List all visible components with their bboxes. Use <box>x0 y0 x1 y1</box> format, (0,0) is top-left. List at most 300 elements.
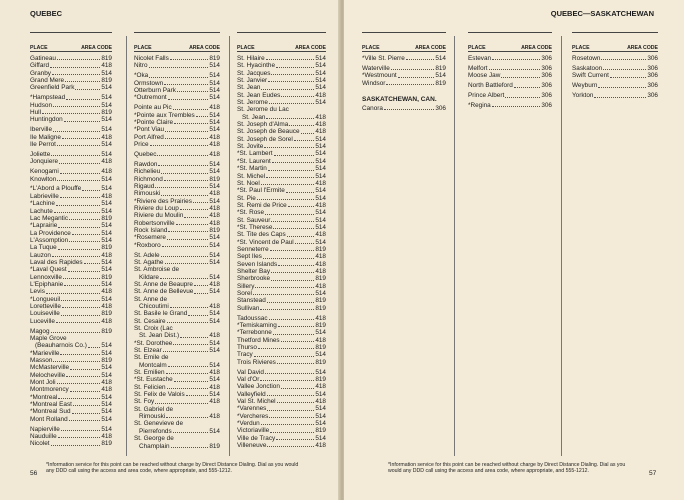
listing-row <box>30 94 112 101</box>
place-name: *Riviere des Prairies <box>134 197 192 205</box>
leader-dots <box>277 402 315 403</box>
leader-dots <box>69 241 100 242</box>
leader-dots <box>60 354 100 355</box>
listing-row <box>134 354 220 361</box>
area-code: 514 <box>315 84 326 92</box>
area-code: 514 <box>209 62 220 70</box>
place-name: St. Anne de <box>134 295 168 303</box>
leader-dots <box>277 363 315 364</box>
leader-dots <box>158 165 208 166</box>
listing-row <box>237 315 326 322</box>
listing-row <box>237 391 326 398</box>
listing-row <box>237 224 326 231</box>
place-name: *St. Martin <box>237 165 267 173</box>
leader-dots <box>269 417 314 418</box>
left-page <box>0 0 340 500</box>
place-name: L'Assomption <box>30 236 69 244</box>
place-name: Sullivan <box>237 304 260 312</box>
place-name: Riviere du Loup <box>134 204 179 212</box>
area-code: 514 <box>209 391 220 399</box>
listing-row <box>30 433 112 440</box>
listing-row <box>30 168 112 175</box>
leader-dots <box>174 123 208 124</box>
leader-dots <box>261 184 315 185</box>
area-code: 418 <box>315 336 326 344</box>
area-code: 819 <box>101 356 112 364</box>
area-code: 819 <box>315 304 326 312</box>
leader-dots <box>384 109 434 110</box>
listing-row <box>30 274 112 281</box>
area-code: 418 <box>315 253 326 261</box>
leader-dots <box>276 67 314 68</box>
place-name: Vallee Jonction <box>237 383 280 391</box>
place-name: *Terrebonne <box>237 329 272 337</box>
area-code: 514 <box>101 393 112 401</box>
leader-dots <box>281 96 314 97</box>
listing-row <box>362 80 446 87</box>
area-code: 418 <box>315 201 326 209</box>
area-code: 514 <box>101 415 112 423</box>
leader-dots <box>149 67 209 68</box>
area-code: 514 <box>315 172 326 180</box>
area-code: 418 <box>209 212 220 220</box>
place-name: *St. Therese <box>237 223 273 231</box>
leader-dots <box>194 293 208 294</box>
area-code: 514 <box>209 72 220 80</box>
area-code: 418 <box>209 219 220 227</box>
listing-row <box>237 398 326 405</box>
listing-row <box>134 281 220 288</box>
listing-row <box>30 408 112 415</box>
area-code: 418 <box>101 62 112 70</box>
listing-row <box>30 259 112 266</box>
listing-row <box>468 72 552 79</box>
area-code: 819 <box>315 297 326 305</box>
place-name: Ile Perrot <box>30 140 56 148</box>
area-code: 514 <box>315 99 326 107</box>
place-name: St. Jerome du Lac <box>237 106 289 114</box>
listing-row <box>30 176 112 183</box>
place-name: Yorkton <box>572 92 594 100</box>
place-name: Greenfield Park <box>30 84 75 92</box>
listing-row <box>237 62 326 69</box>
listing-row <box>362 65 446 72</box>
column-header <box>134 32 220 52</box>
listing-row <box>30 266 112 273</box>
leader-dots <box>271 280 314 281</box>
place-name: Sillery <box>237 282 255 290</box>
place-name: *Roxboro <box>134 241 161 249</box>
place-name: *Ville St. Pierre <box>362 55 405 62</box>
place-name: St. Noel <box>237 179 260 187</box>
place-name: *St. Dorothee <box>134 339 173 347</box>
listing-row <box>237 114 326 121</box>
place-name: St. Ambroise de <box>134 266 180 274</box>
column-3 <box>237 32 326 449</box>
listing-row <box>30 386 112 393</box>
area-code: 514 <box>315 135 326 143</box>
place-name: Granby <box>30 69 51 77</box>
leader-dots <box>294 140 315 141</box>
place-name: Val St. Michel <box>237 398 276 405</box>
leader-dots <box>168 231 208 232</box>
leader-dots <box>286 192 315 193</box>
area-code: 514 <box>209 241 220 249</box>
listing-row <box>237 283 326 290</box>
column-rule <box>561 36 562 456</box>
listing-row <box>237 337 326 344</box>
leader-dots <box>54 212 101 213</box>
listing-row <box>134 80 220 87</box>
area-code-header: AREA CODE <box>189 45 220 51</box>
listing-row <box>30 252 112 259</box>
area-code: 514 <box>315 290 326 297</box>
place-name: Stanstead <box>237 297 266 305</box>
leader-dots <box>42 113 100 114</box>
leader-dots <box>168 366 209 367</box>
place-name: St. Michel <box>237 172 266 180</box>
leader-dots <box>268 81 314 82</box>
listing-row <box>134 347 220 354</box>
area-code: 514 <box>315 216 326 224</box>
listing-row <box>30 328 112 335</box>
area-code: 418 <box>209 280 220 288</box>
area-code: 306 <box>541 82 552 90</box>
leader-dots <box>594 97 646 98</box>
place-name: Lennoxville <box>30 273 62 281</box>
area-code: 514 <box>101 222 112 230</box>
leader-dots <box>61 300 100 301</box>
place-name: *St. Paul l'Ermite <box>237 187 285 195</box>
leader-dots <box>301 133 315 134</box>
place-name: St. Genevieve de <box>134 420 184 428</box>
place-name: Rock Island <box>134 226 168 234</box>
listing-row <box>237 209 326 216</box>
leader-dots <box>58 249 101 250</box>
place-name: *Pointe aux Trembles <box>134 111 195 119</box>
listing-row <box>237 165 326 172</box>
column-header <box>468 32 552 52</box>
leader-dots <box>164 180 209 181</box>
place-name: Robertsonville <box>134 219 175 227</box>
listing-row <box>30 440 112 447</box>
place-name: Villeneuve <box>237 442 267 450</box>
place-name: Pierrefonds <box>139 427 172 435</box>
leader-dots <box>273 334 315 335</box>
area-code: 514 <box>101 236 112 244</box>
leader-dots <box>166 373 209 374</box>
listing-row <box>30 158 112 165</box>
place-name: Louiseville <box>30 310 60 318</box>
area-code: 514 <box>209 168 220 176</box>
leader-dots <box>53 131 100 132</box>
listing-row <box>362 55 446 62</box>
listing-row <box>237 121 326 128</box>
leader-dots <box>263 258 314 259</box>
leader-dots <box>162 246 209 247</box>
leader-dots <box>267 302 315 303</box>
area-code: 418 <box>101 251 112 259</box>
leader-dots <box>255 287 314 288</box>
listing-row <box>134 205 220 212</box>
listing-row <box>237 383 326 390</box>
column-rule <box>229 36 230 456</box>
listing-row <box>30 426 112 433</box>
listing-row <box>30 126 112 133</box>
place-name: St. Emilien <box>134 369 165 377</box>
place-name: Swift Current <box>572 72 609 80</box>
listing-row <box>468 92 552 99</box>
leader-dots <box>269 319 315 320</box>
place-name: Nauduille <box>30 433 57 440</box>
area-code-header: AREA CODE <box>627 45 658 51</box>
leader-dots <box>167 388 209 389</box>
area-code: 514 <box>315 187 326 195</box>
area-code: 819 <box>315 427 326 435</box>
area-code: 514 <box>209 273 220 281</box>
area-code: 418 <box>315 231 326 239</box>
leader-dots <box>266 59 315 60</box>
area-code: 819 <box>315 275 326 283</box>
place-name: *Montreal <box>30 393 58 401</box>
leader-dots <box>610 77 646 78</box>
leader-dots <box>166 417 208 418</box>
place-name: *St. Rose <box>237 209 264 217</box>
leader-dots <box>386 84 434 85</box>
area-code: 819 <box>315 321 326 329</box>
area-code: 514 <box>101 84 112 92</box>
listing-row <box>468 55 552 62</box>
leader-dots <box>270 432 314 433</box>
footnote-right: *Information service for this point can be reached without charge by Direct Distance Dialing. Dial as you would any DDD call using the access and area code, where appropriate, and 555-1212. <box>388 462 626 474</box>
area-code: 514 <box>101 401 112 409</box>
listing-row <box>134 112 220 119</box>
place-name: Grand Mere <box>30 77 65 85</box>
leader-dots <box>266 177 314 178</box>
leader-dots <box>69 420 101 421</box>
place-name: Montcalm <box>139 361 167 369</box>
area-code: 514 <box>101 280 112 288</box>
place-name: St. Jean <box>237 84 261 92</box>
place-name: Nicolet Falls <box>134 55 169 62</box>
place-name: Moose Jaw <box>468 72 501 80</box>
area-code: 514 <box>209 118 220 126</box>
area-code-header: AREA CODE <box>81 45 112 51</box>
place-name: Quebec <box>134 150 157 158</box>
leader-dots <box>170 307 208 308</box>
area-code: 514 <box>209 197 220 205</box>
listing-row <box>30 215 112 222</box>
leader-dots <box>267 410 314 411</box>
leader-dots <box>603 69 646 70</box>
listing-row <box>30 70 112 77</box>
place-header: PLACE <box>468 45 486 51</box>
listing-row <box>134 391 220 398</box>
listing-row <box>468 82 552 89</box>
listing-row <box>30 394 112 401</box>
area-code: 418 <box>209 140 220 148</box>
listing-row <box>134 220 220 227</box>
listing-row <box>30 84 112 91</box>
leader-dots <box>57 180 100 181</box>
place-name: Nitro <box>134 62 148 70</box>
place-name: Shelter Bay <box>237 267 271 275</box>
area-code: 418 <box>209 190 220 198</box>
leader-dots <box>281 388 314 389</box>
leader-dots <box>276 439 314 440</box>
place-name: St. George de <box>134 435 174 443</box>
leader-dots <box>70 369 100 370</box>
listing-row <box>134 288 220 295</box>
listing-row <box>237 231 326 238</box>
listing-row <box>237 359 326 366</box>
place-name: Prince Albert <box>468 92 505 100</box>
place-name: L'Epiphanie <box>30 280 64 288</box>
leader-dots <box>260 309 314 310</box>
leader-dots <box>56 322 100 323</box>
leader-dots <box>171 447 209 448</box>
area-code: 418 <box>101 317 112 325</box>
leader-dots <box>53 106 100 107</box>
leader-dots <box>64 121 101 122</box>
area-code: 418 <box>315 179 326 187</box>
listing-row <box>134 176 220 183</box>
place-header: PLACE <box>237 45 255 51</box>
area-code: 514 <box>209 160 220 168</box>
area-code: 514 <box>315 69 326 77</box>
area-code: 418 <box>209 204 220 212</box>
leader-dots <box>63 278 100 279</box>
place-name: Trois Rivieres <box>237 358 276 366</box>
place-name: St. Cesaire <box>134 317 166 325</box>
area-code: 514 <box>209 361 220 369</box>
place-name: Hudson <box>30 101 53 109</box>
listing-row <box>134 212 220 219</box>
column-5 <box>468 32 552 109</box>
listing-row <box>134 259 220 266</box>
place-name: St. Gabriel de <box>134 405 174 413</box>
area-code: 514 <box>101 140 112 148</box>
place-name: Giffard <box>30 62 50 70</box>
listing-row <box>30 193 112 200</box>
listing-row <box>468 65 552 72</box>
page-number-right: 57 <box>649 470 657 477</box>
place-name: St. Pie <box>237 194 256 202</box>
place-name: Richmond <box>134 175 163 183</box>
listing-row <box>572 65 658 72</box>
leader-dots <box>289 125 314 126</box>
place-name: Magog <box>30 327 50 335</box>
area-code: 514 <box>315 329 326 337</box>
leader-dots <box>161 256 209 257</box>
listing-row <box>572 92 658 99</box>
place-name: Victoriaville <box>237 427 270 435</box>
area-code: 418 <box>101 433 112 440</box>
place-name: Sherbrooke <box>237 275 271 283</box>
place-name: *Marieville <box>30 349 60 357</box>
place-name: La Providence <box>30 229 71 237</box>
area-code: 514 <box>435 55 446 62</box>
leader-dots <box>157 155 208 156</box>
place-name: Val d'Or <box>237 375 260 383</box>
area-code: 418 <box>209 369 220 377</box>
place-name: Chicoutimi <box>139 302 169 310</box>
area-code: 514 <box>209 317 220 325</box>
listing-row <box>134 198 220 205</box>
place-name: Estevan <box>468 55 492 62</box>
place-name: *St. Vincent de Paul <box>237 238 294 246</box>
leader-dots <box>278 326 315 327</box>
place-name: *Longueuil <box>30 295 61 303</box>
place-name: St. Joseph d'Alma <box>237 121 289 129</box>
place-name: *Pointe Claire <box>134 118 174 126</box>
place-name: St. Anne de Bellevue <box>134 288 194 296</box>
listing-row <box>30 288 112 295</box>
leader-dots <box>265 214 314 215</box>
area-code: 514 <box>101 185 112 193</box>
place-name: Montmorency <box>30 386 69 394</box>
place-name: Nicolet <box>30 440 50 448</box>
area-code: 418 <box>101 288 112 296</box>
place-name: *St. Eustache <box>134 376 173 384</box>
listing-row <box>134 151 220 158</box>
leader-dots <box>173 344 208 345</box>
listing-row <box>30 379 112 386</box>
leader-dots <box>72 413 101 414</box>
listing-row <box>30 77 112 84</box>
area-code: 514 <box>315 143 326 151</box>
leader-dots <box>161 173 208 174</box>
place-name: St. Basile le Grand <box>134 310 188 318</box>
leader-dots <box>264 147 314 148</box>
listing-row <box>134 318 220 325</box>
listing-row <box>30 342 112 349</box>
listing-row <box>30 109 112 116</box>
listing-row <box>30 55 112 62</box>
area-code: 418 <box>315 442 326 450</box>
area-code: 819 <box>435 64 446 72</box>
leader-dots <box>163 351 209 352</box>
leader-dots <box>398 77 435 78</box>
leader-dots <box>65 81 100 82</box>
place-name: St. Croix (Lac <box>134 325 173 332</box>
listing-row <box>134 55 220 62</box>
leader-dots <box>52 256 100 257</box>
area-code: 819 <box>101 310 112 318</box>
listing-row <box>30 372 112 379</box>
area-code: 306 <box>647 82 658 90</box>
place-name: Rimouski <box>134 190 161 198</box>
leader-dots <box>601 59 646 60</box>
leader-dots <box>68 271 101 272</box>
place-name: Val David <box>237 368 264 376</box>
place-name: St. Felicien <box>134 383 166 391</box>
area-code: 514 <box>209 79 220 87</box>
place-name: Canora <box>362 104 383 112</box>
place-name: *Verdun <box>237 420 260 428</box>
leader-dots <box>52 74 100 75</box>
leader-dots <box>184 217 208 218</box>
place-name: *St. Laurent <box>237 157 271 165</box>
leader-dots <box>165 131 208 132</box>
leader-dots <box>161 195 208 196</box>
area-code: 514 <box>315 238 326 246</box>
leader-dots <box>57 59 100 60</box>
place-name: Price <box>134 140 149 148</box>
place-name: Jonquiere <box>30 158 59 166</box>
place-name: Rimouski <box>139 413 166 421</box>
area-code: 418 <box>315 383 326 391</box>
